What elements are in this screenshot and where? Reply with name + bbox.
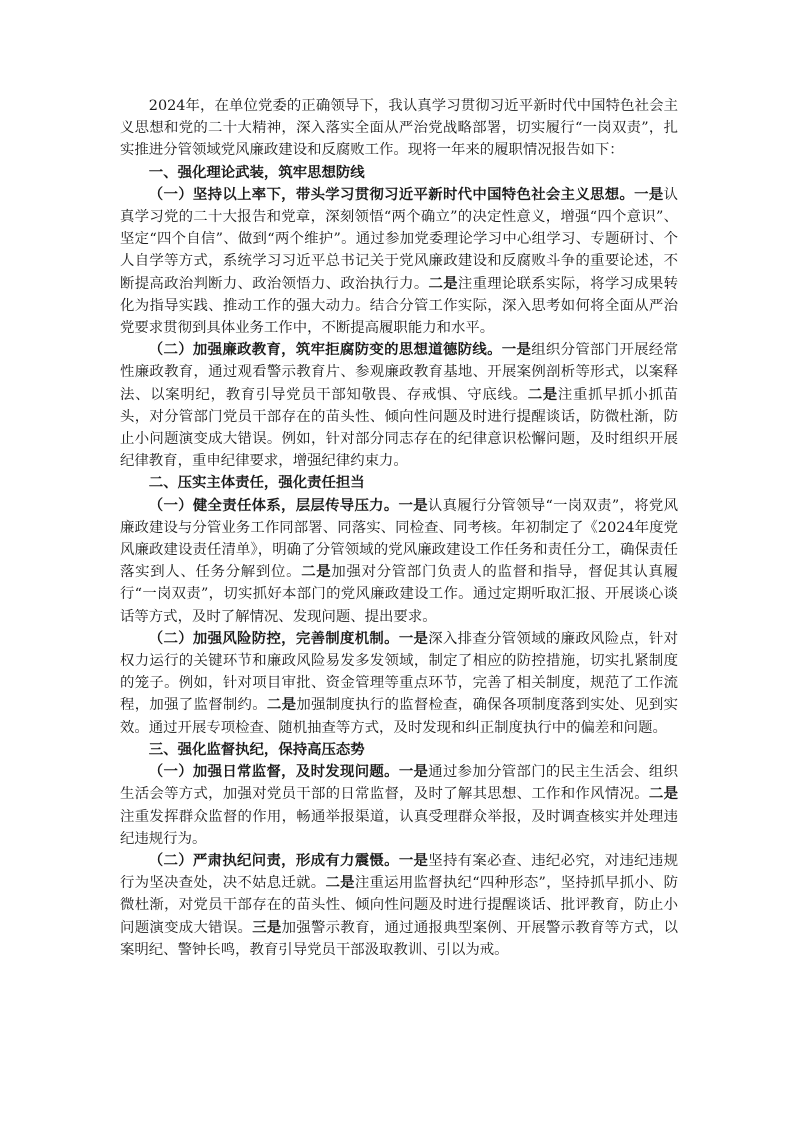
point-text: 注重理论联系实际，将学习成果转化为指导实践、推动工作的强大动力。结合分管工作实际，深入思考如何将全面从严治党要求贯彻到具体业务工作中，不断提高履职能力和水平。 <box>120 275 678 337</box>
subsection-paragraph <box>120 761 678 850</box>
subsection-paragraph <box>120 850 678 961</box>
point-marker: 二是 <box>301 563 332 581</box>
point-text: 加强制度执行的监督检查，确保各项制度落到实处、见到实效。通过开展专项检查、随机抽查等方式，及时发现和纠正制度执行中的偏差和问题。 <box>120 697 678 736</box>
point-marker: 三是 <box>252 918 282 936</box>
point-text: 注重抓早抓小抓苗头，对分管部门党员干部存在的苗头性、倾向性问题及时进行提醒谈话，防微杜渐，防止小问题演变成大错误。例如，针对部分同志存在的纪律意识松懈问题，及时组织开展纪律教育，重申纪律要求，增强纪律约束力。 <box>120 386 678 470</box>
point-text: 组织分管部门开展经常性廉政教育，通过观看警示教育片、参观廉政教育基地、开展案例剖析等形式，以案释法、以案明纪，教育引导党员干部知敬畏、存戒惧、守底线。 <box>120 342 678 403</box>
section-heading: 一、强化理论武装，筑牢思想防线 <box>148 163 365 181</box>
point-text: 通过参加分管部门的民主生活会、组织生活会等方式，加强对党员干部的日常监督，及时了解其思想、工作和作风情况。 <box>120 764 678 803</box>
point-marker: 一是 <box>634 185 664 203</box>
point-marker: 一是 <box>398 496 428 514</box>
intro-paragraph: 2024年，在单位党委的正确领导下，我认真学习贯彻习近平新时代中国特色社会主义思想和党的二十大精神，深入落实全面从严治党战略部署，切实履行“一岗双责”，扎实推进分管领域党风廉政建设和反腐败工作。现将一年来的履职情况报告如下： <box>120 98 678 159</box>
point-marker: 二是 <box>266 696 297 714</box>
subsection-paragraph <box>120 495 678 628</box>
subsection-title: （二）严肃执纪问责，形成有力震慑。 <box>148 851 399 869</box>
report-page <box>120 95 678 961</box>
point-marker: 二是 <box>648 785 678 803</box>
point-text: 坚持有案必查、违纪必究，对违纪违规行为坚决查处，决不姑息迁就。 <box>120 852 678 892</box>
subsection-paragraph <box>120 339 678 472</box>
point-marker: 一是 <box>398 763 429 781</box>
point-text: 认真履行分管领导“一岗双责”，将党风廉政建设与分管业务工作同部署、同落实、同检查、同考核。年初制定了《2024年度党风廉政建设责任清单》，明确了分管领域的党风廉政建设工作任务和责任分工，确保责任落实到人、任务分解到位。 <box>120 497 678 581</box>
point-text: 加强对分管部门负责人的监督和指导，督促其认真履行“一岗双责”，切实抓好本部门的党风廉政建设工作。通过定期听取汇报、开展谈心谈话等方式，及时了解情况、发现问题、提出要求。 <box>120 564 678 625</box>
point-text: 注重发挥群众监督的作用，畅通举报渠道，认真受理群众举报，及时调查核实并处理违纪违规行为。 <box>120 808 678 847</box>
point-marker: 二是 <box>527 385 558 403</box>
section-heading: 三、强化监督执纪，保持高压态势 <box>148 740 365 758</box>
subsection-title: （一）加强日常监督，及时发现问题。 <box>148 763 399 781</box>
point-text: 加强警示教育，通过通报典型案例、开展警示教育等方式，以案明纪、警钟长鸣，教育引导党员干部汲取教训、引以为戒。 <box>120 919 678 958</box>
subsection-paragraph <box>120 184 678 339</box>
point-marker: 一是 <box>398 629 429 647</box>
point-marker: 二是 <box>325 874 355 892</box>
subsection-title: （二）加强风险防控，完善制度机制。 <box>148 629 399 647</box>
subsection-title: （二）加强廉政教育，筑牢拒腐防变的思想道德防线。 <box>148 341 502 359</box>
subsection-title: （一）健全责任体系，层层传导压力。 <box>148 496 399 514</box>
point-text: 深入排查分管领域的廉政风险点，针对权力运行的关键环节和廉政风险易发多发领域，制定了相应的防控措施，切实扎紧制度的笼子。例如，针对项目审批、资金管理等重点环节，完善了相关制度，规范了工作流程，加强了监督制约。 <box>120 630 678 714</box>
point-marker: 二是 <box>428 274 458 292</box>
subsection-paragraph <box>120 628 678 739</box>
point-marker: 一是 <box>501 341 532 359</box>
point-text: 注重运用监督执纪“四种形态”，坚持抓早抓小、防微杜渐，对党员干部存在的苗头性、倾向性问题及时进行提醒谈话、批评教育，防止小问题演变成大错误。 <box>120 875 678 936</box>
point-text: 认真学习党的二十大报告和党章，深刻领悟“两个确立”的决定性意义，增强“四个意识”、坚定“四个自信”、做到“两个维护”。通过参加党委理论学习中心组学习、专题研讨、个人自学等方式，系统学习习近平总书记关于党风廉政建设和反腐败斗争的重要论述，不断提高政治判断力、政治领悟力、政治执行力。 <box>120 186 678 292</box>
subsection-title: （一）坚持以上率下，带头学习贯彻习近平新时代中国特色社会主义思想。 <box>148 185 635 203</box>
section-heading: 二、压实主体责任，强化责任担当 <box>148 474 365 492</box>
point-marker: 一是 <box>398 851 429 869</box>
